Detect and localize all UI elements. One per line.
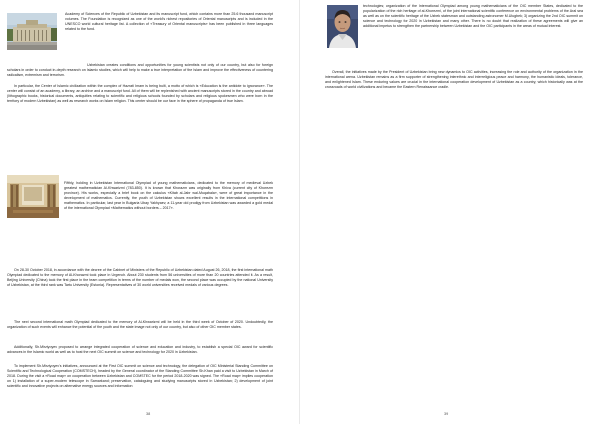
photo-hall-icon xyxy=(7,175,59,218)
paragraph: Uzbekistan creates conditions and opportunities for young scientists not only of our country, but also for foreign scholars in order to conduct in-depth research on Islamic studies, which will help to make a true interpretation of the Islam and improve the effectiveness of countering radicalism, extremism and terrorism. xyxy=(7,63,273,78)
photo-hall xyxy=(7,175,59,218)
paragraph: The next second international math Olympiad dedicated to the memory of Al-Khwarizmi will be held in the third week of October of 2020. Undoubtedly, the organization of such events will enhance the potential of the youth and the state image not only of our country, but also of other OIC member states. xyxy=(7,320,273,330)
right-page xyxy=(300,0,600,424)
paragraph: On 28-30 October 2018, in accordance with the decree of the Cabinet of Ministers of the Republic of Uzbekistan dated August 26, 2018, the first international math Olympiad dedicated to the memory of Al-Khorazmi took place in Urgench. About 230 students from 56 universities of more than 20 countries attended it. As a result, Beijing University (China) took the first place in the team competition in terms of the number of medals won, the second place was occupied by the national University of Uzbekistan, at the third rank was Tartu University (Estonia). Representatives of 30 world universities received medals of various degrees. xyxy=(7,268,273,288)
paragraph: Additionally, Sh.Mirziyoyev proposed to arrange integrated cooperation of science and education and industry, to establish a special OIC award for scientific advances in the Islamic world as well as to host the next OIC summit on science and technology for 2020 in Uzbekistan. xyxy=(7,345,273,355)
paragraph: Fifthly, holding in Uzbekistan International Olympiad of young mathematicians, dedicated to the memory of medieval Uzbek greatest mathematician Al-Khwarizmi (783-850). It is known that Khorazm was originally from Khiva (current city of Khorezm province). His works, especially a brief book on the calculus «Kitab al-Jabr wal-Muqabala», were of great importance in the development of mathematics. Currently, the youth of Uzbekistan shows excellent results in the international competitions in mathematics. In particular, last year in Bulgaria Ubay Yakhyaev, a 11-year old prodigy from Uzbekistan was awarded a gold medal of the international Olympiad «Mathematics without borders – 2017». xyxy=(64,181,273,211)
paragraph: technologies; organization of the International Olympiad among young mathematicians of the OIC member States, dedicated to the popularization of the rich heritage of al-Khorezmi, of the joint international scientific conference on environmental problems of the Aral sea as well as on the scientific heritage of the Uzbek statesman and outstanding astronomer M.Ulugbek; 3) organizing the 2nd OIC summit on science and technology for 2020 in Uzbekistan and many other. There is no doubt that realization of these agreements will give an additional impetus to strengthen the partnership between Uzbekistan and the OIC participants in the areas of mutual interest. xyxy=(363,4,583,29)
photo-boy-portrait-icon xyxy=(327,5,358,48)
paragraph: Overall, the initiatives made by the President of Uzbekistan bring new dynamics to OIC activities, increasing the role and authority of the organization in the international arena. Uzbekistan remains as a firm supporter of strengthening interethnic and interreligious peace and harmony, the humanistic ideals, tolerance, and enlightened Islam. These enduring values are crucial in the international cooperation development of Uzbekistan as a country, which historically was at the crossroads of world civilizations and became the Eastern Renaissance cradle. xyxy=(325,70,583,90)
paragraph: Academy of Sciences of the Republic of Uzbekistan and its manuscript fund, which contains more than 25.6 thousand manuscript volumes. The Foundation is recognized as one of the world's richest repositories of Oriental manuscripts and is included in the UNESCO world cultural heritage list. A collection of «Treasury of Oriental manuscripts» has been published in three languages related to the fund. xyxy=(65,12,273,32)
page-number: 38 xyxy=(146,412,151,416)
page-number: 39 xyxy=(444,412,449,416)
photo-portrait xyxy=(327,5,358,48)
photo-building-icon xyxy=(7,13,57,50)
paragraph: To implement Sh.Mirziyoyev's initiatives, announced at the First OIC summit on science and technology, the delegation of OIC Ministerial Standing Committee on Scientific and Technological Cooperation (COMSTECH), headed by the General coordinator of the Standing Committee Sh.Khan paid a visit to Uzbekistan in March of 2018. During the visit a «Road map» on cooperation between Uzbekistan and COMSTEC for the period 2018-2020 was signed. The «Road map» implies cooperation on 1) installation of a super-modern telescope in Samarkand; preservation, cataloguing and studying manuscripts stored in Uzbekistan; 2) development of joint scientific and innovative projects on alternative energy sources and information xyxy=(7,364,273,389)
paragraph: In particular, the Center of Islamic civilization within the complex of Hazrati Imam is being built, a motto of which is «Education is the antidote to ignorance». The center will consist of an academy, a library, an archive and a manuscript fund. All of them will be replenished with ancient manuscripts stored in the country and abroad (lithographic books, historical documents, antiquities relating to scientific and religious schools founded by scholars and religious spokesmen who were born in the territory of modern Uzbekistan) as well as research works on Islam religion. This center should be our face in the sphere of propaganda of true Islam. xyxy=(7,84,273,104)
photo-building xyxy=(7,13,57,50)
